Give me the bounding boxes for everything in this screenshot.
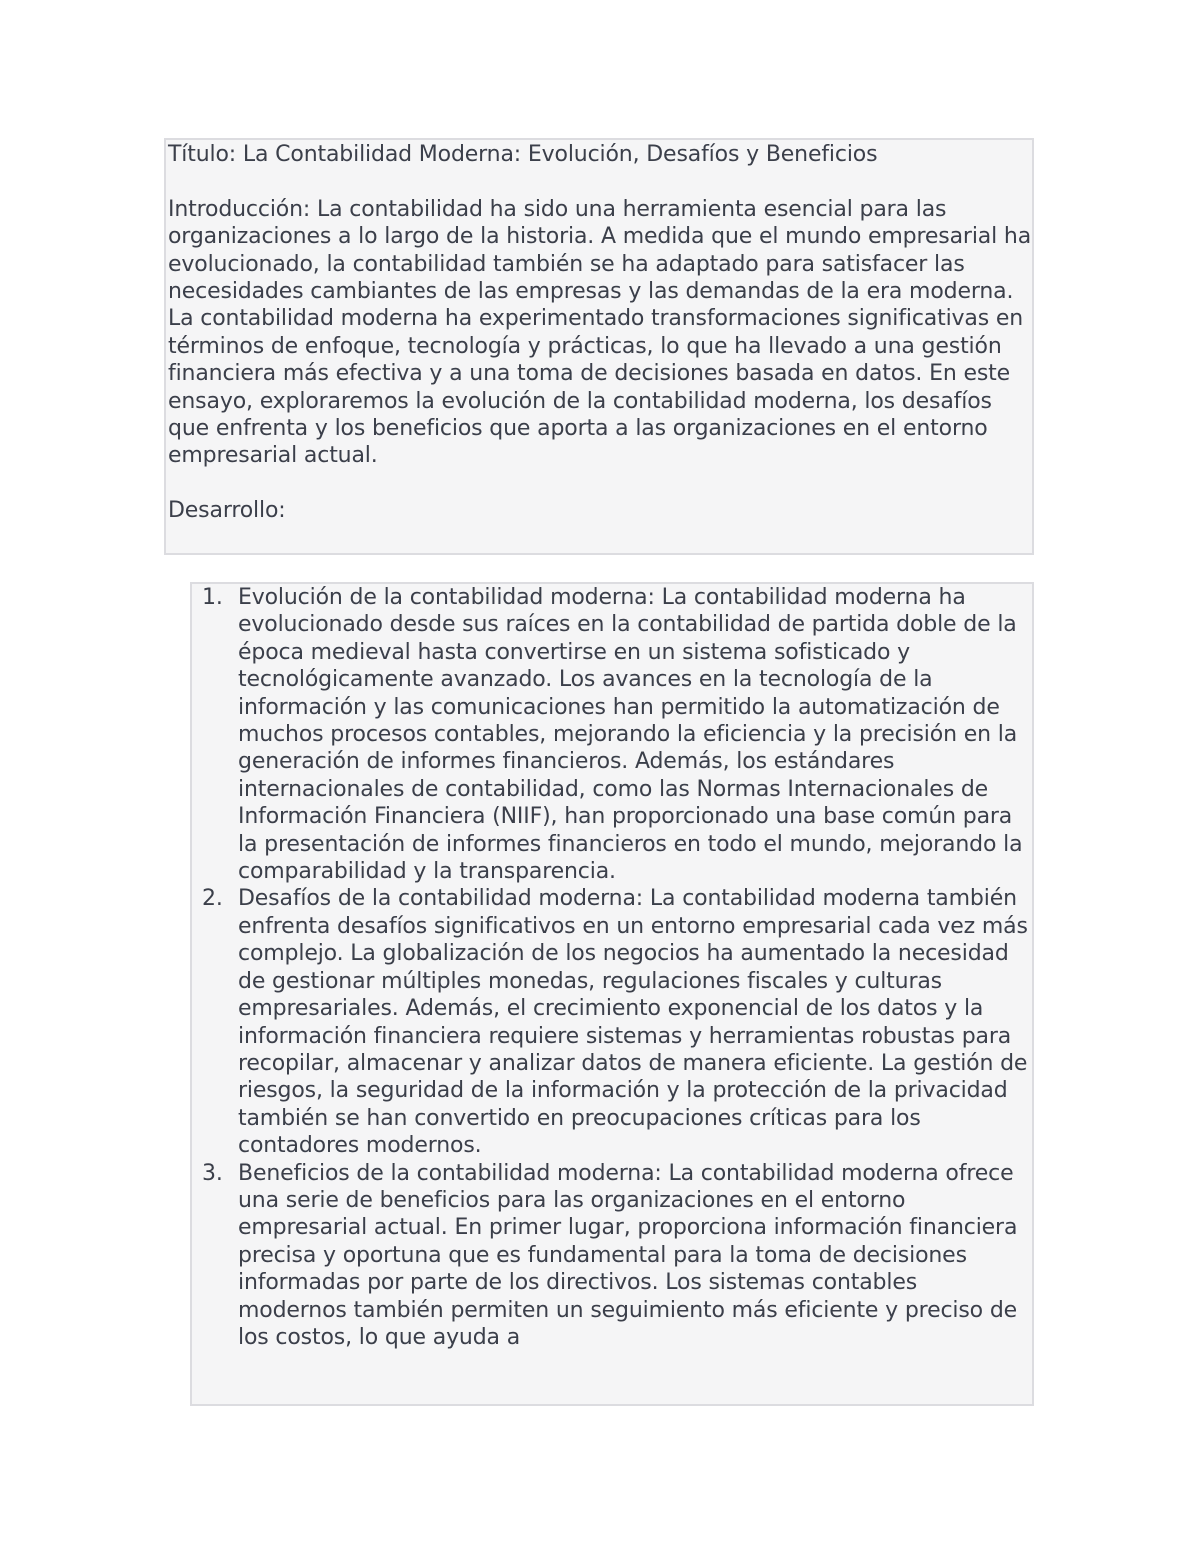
- intro-section: [164, 138, 1034, 555]
- list-item: [192, 584, 1032, 885]
- list-item-text: Desafíos de la contabilidad moderna: La contabilidad moderna también enfrenta desafíos significativos en un entorno empresarial cada vez más complejo. La globalización de los negocios ha aumentado la necesidad de gestionar múltiples monedas, regulaciones fiscales y culturas empresariales. Además, el crecimiento exponencial de los datos y la información financiera requiere sistemas y herramientas robustas para recopilar, almacenar y analizar datos de manera eficiente. La gestión de riesgos, la seguridad de la información y la protección de la privacidad también se han convertido en preocupaciones críticas para los contadores modernos.: [238, 886, 1028, 1159]
- list-item: [192, 885, 1032, 1159]
- development-list-section: [190, 582, 1034, 1406]
- development-heading: Desarrollo:: [168, 498, 286, 524]
- list-item: [192, 1160, 1032, 1352]
- introduction-paragraph: Introducción: La contabilidad ha sido una herramienta esencial para las organizaciones a lo largo de la historia. A medida que el mundo empresarial ha evolucionado, la contabilidad también se ha adaptado para satisfacer las necesidades cambiantes de las empresas y las demandas de la era moderna. La contabilidad moderna ha experimentado transformaciones significativas en términos de enfoque, tecnología y prácticas, lo que ha llevado a una gestión financiera más efectiva y a una toma de decisiones basada en datos. En este ensayo, exploraremos la evolución de la contabilidad moderna, los desafíos que enfrenta y los beneficios que aporta a las organizaciones en el entorno empresarial actual.: [168, 196, 1032, 469]
- list-item-text: Evolución de la contabilidad moderna: La contabilidad moderna ha evolucionado desde sus raíces en la contabilidad de partida doble de la época medieval hasta convertirse en un sistema sofisticado y tecnológicamente avanzado. Los avances en la tecnología de la información y las comunicaciones han permitido la automatización de muchos procesos contables, mejorando la eficiencia y la precisión en la generación de informes financieros. Además, los estándares internacionales de contabilidad, como las Normas Internacionales de Información Financiera (NIIF), han proporcionado una base común para la presentación de informes financieros en todo el mundo, mejorando la comparabilidad y la transparencia.: [238, 585, 1023, 885]
- list-item-number: 2.: [202, 886, 223, 912]
- list-item-number: 1.: [202, 585, 223, 610]
- development-list: [192, 584, 1032, 1351]
- list-item-number: 3.: [202, 1160, 223, 1186]
- list-item-text: Beneficios de la contabilidad moderna: La contabilidad moderna ofrece una serie de beneficios para las organizaciones en el entorno empresarial actual. En primer lugar, proporciona información financiera precisa y oportuna que es fundamental para la toma de decisiones informadas por parte de los directivos. Los sistemas contables modernos también permiten un seguimiento más eficiente y preciso de los costos, lo que ayuda a: [238, 1160, 1018, 1350]
- document-title: Título: La Contabilidad Moderna: Evolución, Desafíos y Beneficios: [168, 142, 878, 167]
